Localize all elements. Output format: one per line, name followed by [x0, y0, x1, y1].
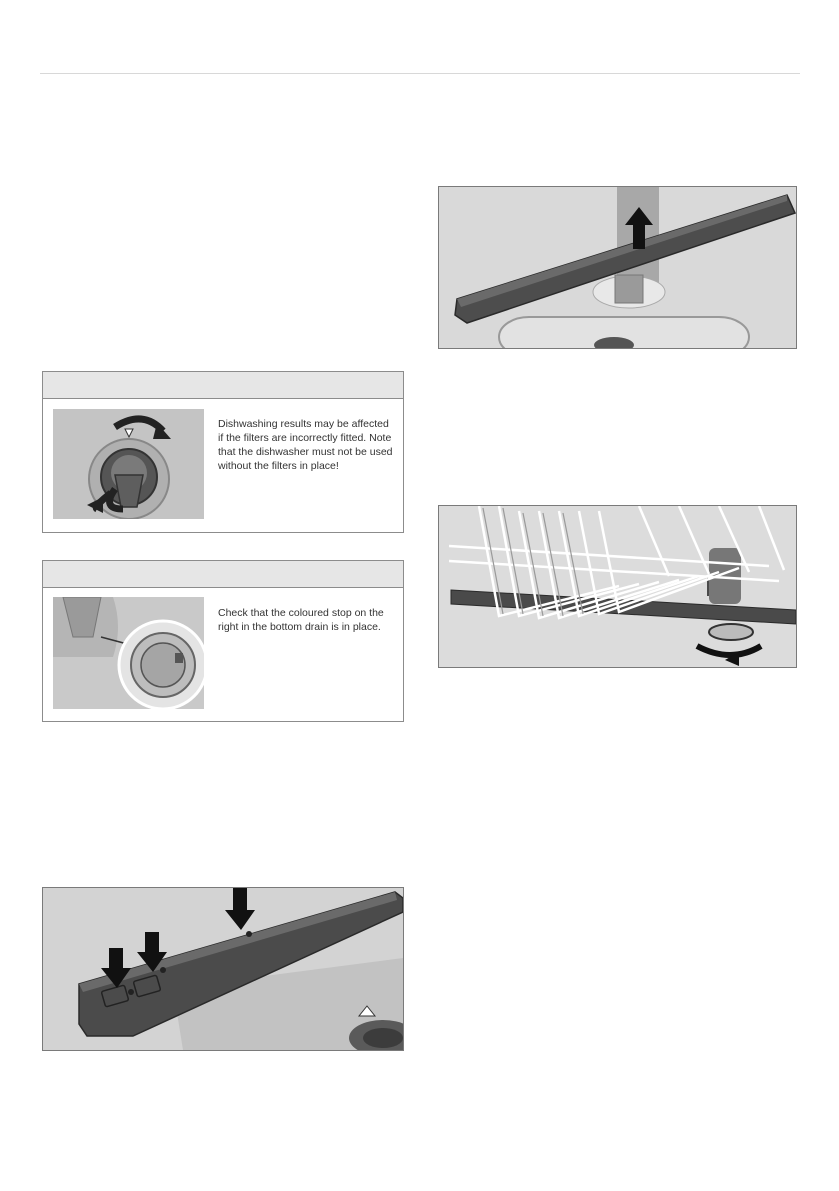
note-header-bar	[43, 561, 403, 588]
spray-arm-nozzles-figure	[42, 887, 404, 1051]
drain-note-text: Check that the coloured stop on the right in the bottom drain is in place.	[218, 607, 384, 633]
filter-note-box	[42, 371, 404, 533]
drain-note-box	[42, 560, 404, 722]
note-header-bar	[43, 372, 403, 399]
top-divider	[40, 73, 800, 74]
filter-note-text: Dishwashing results may be affected if the filters are incorrectly fitted. Note that the dishwasher must not be used without the filters in place!	[218, 418, 393, 472]
drain-stop-illustration	[53, 597, 204, 709]
spray-arm-lift-figure	[438, 186, 797, 349]
filter-rotate-illustration	[53, 409, 204, 519]
spray-arm-unscrew-figure	[438, 505, 797, 668]
